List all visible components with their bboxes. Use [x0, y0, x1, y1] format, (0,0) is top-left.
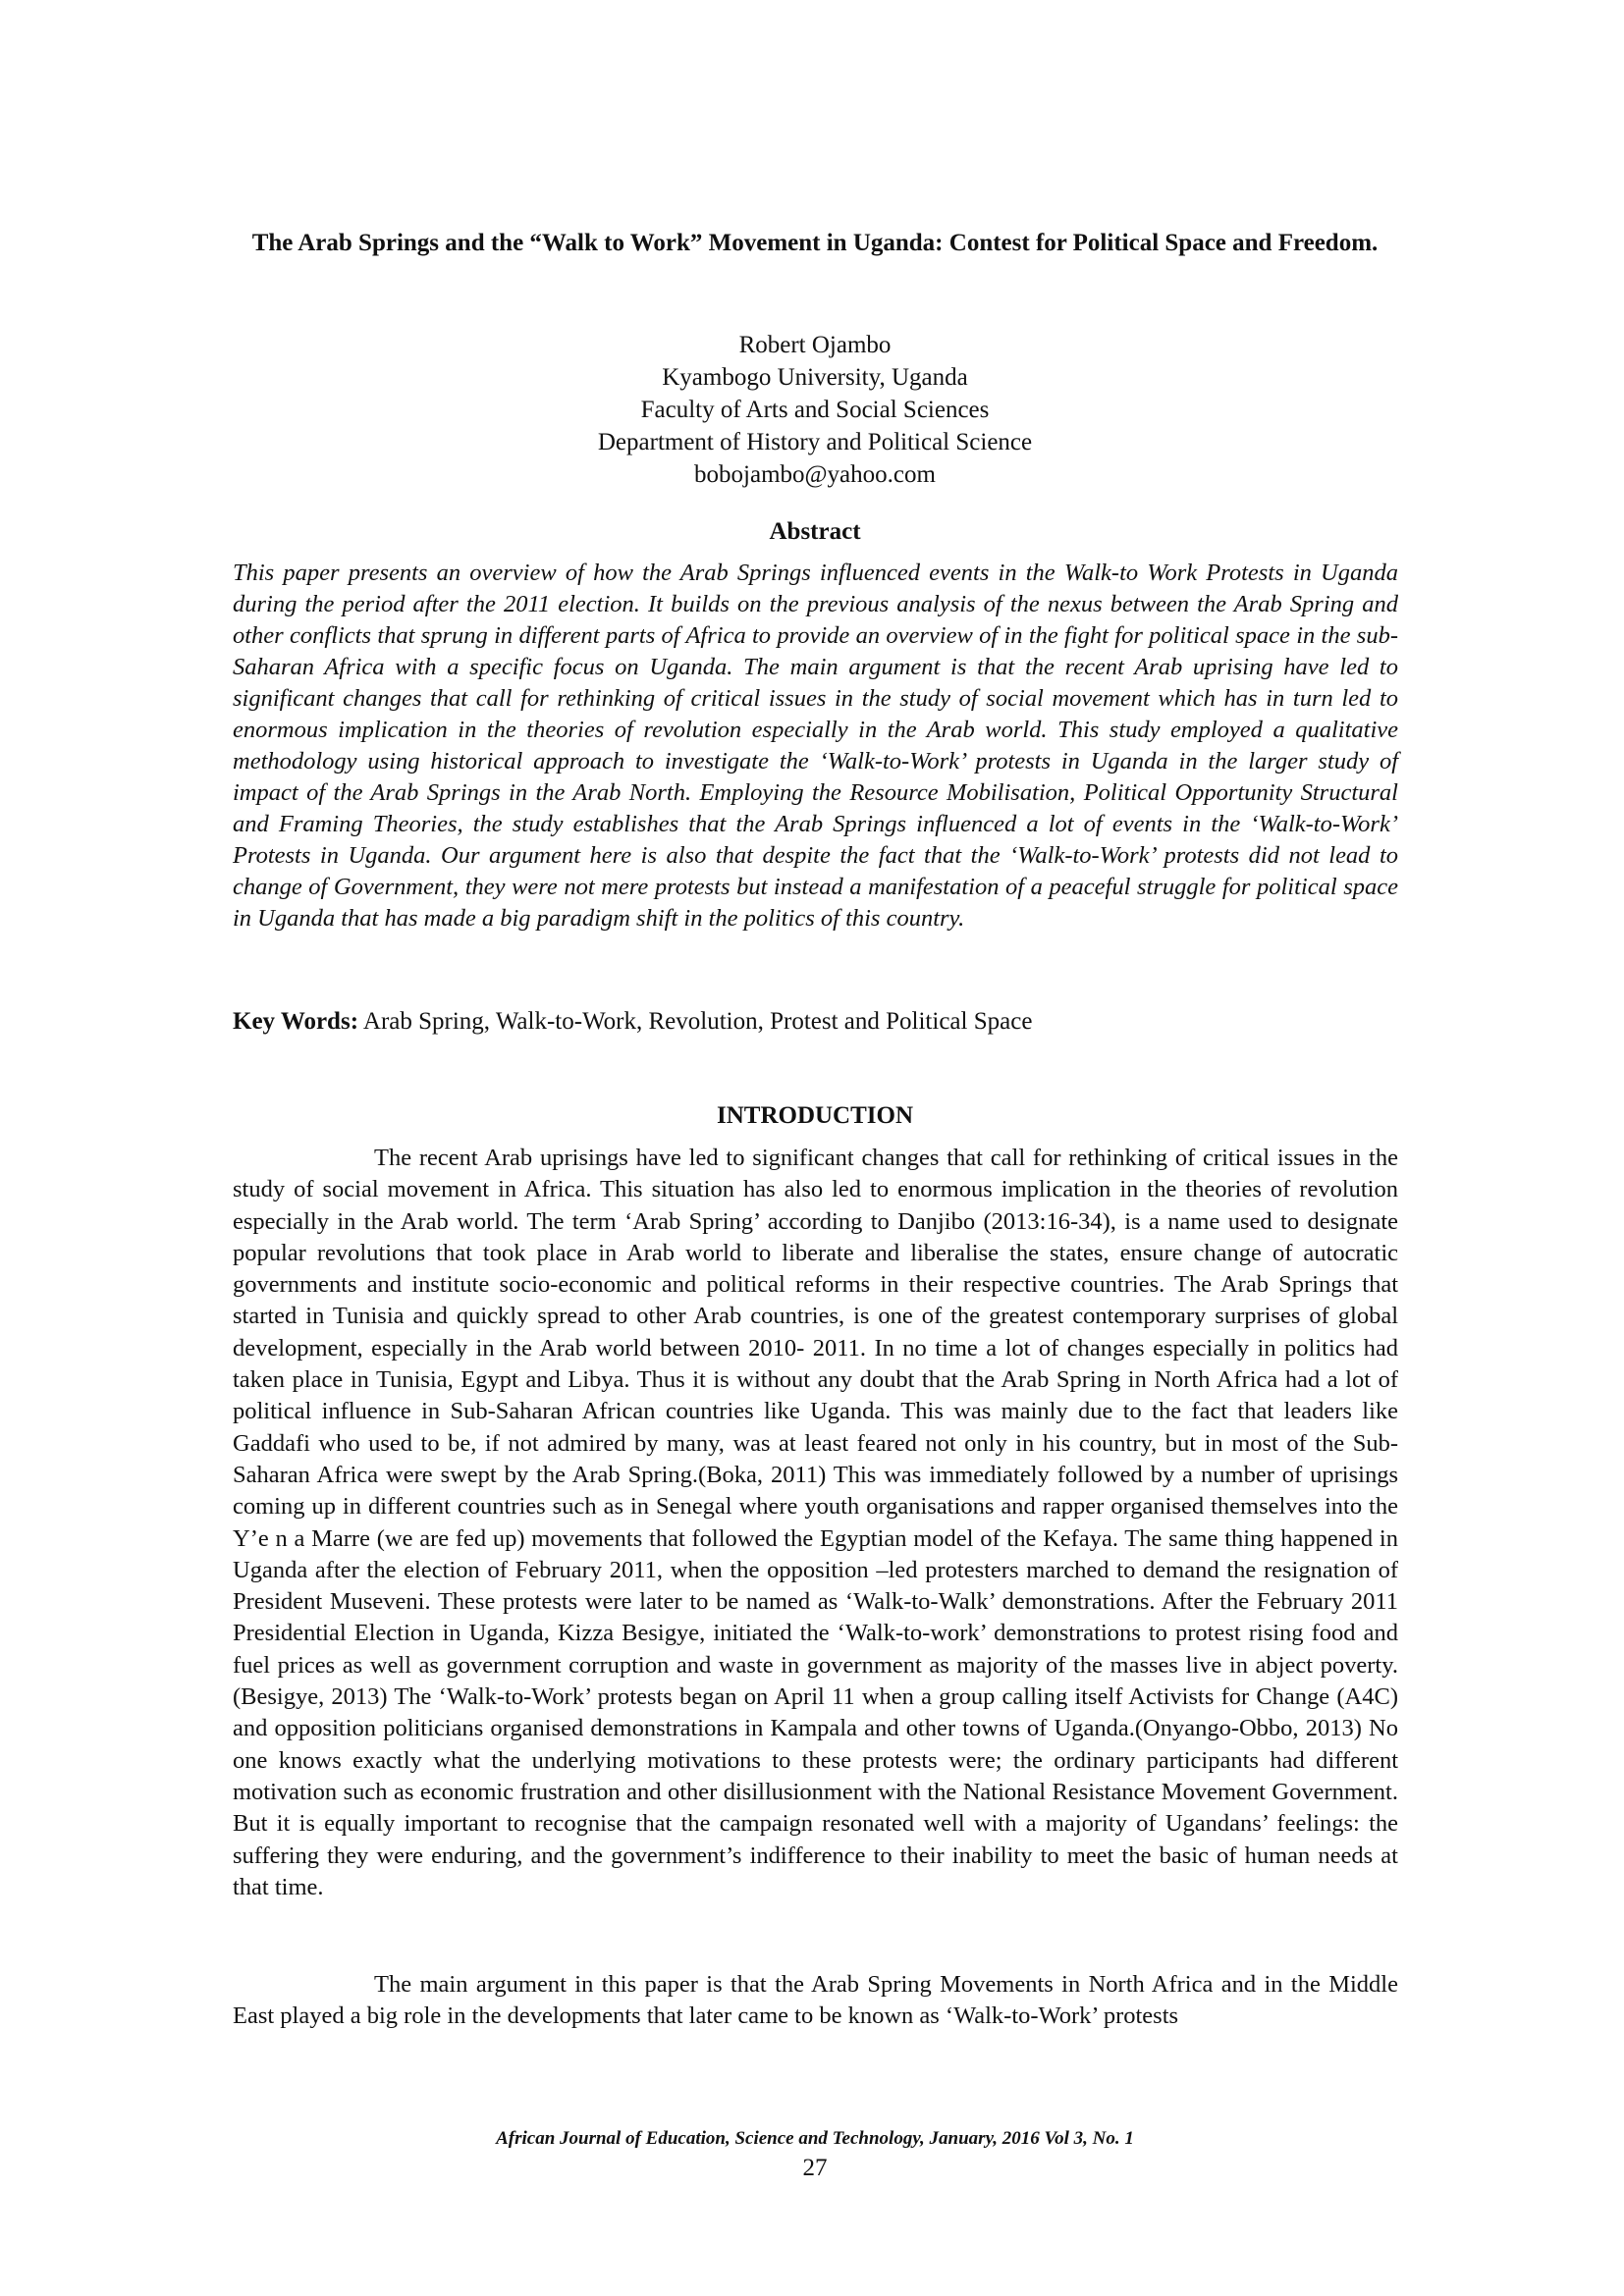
author-faculty: Faculty of Arts and Social Sciences [640, 397, 990, 423]
author-block [226, 329, 1404, 491]
introduction-heading: INTRODUCTION [716, 1102, 914, 1129]
introduction-paragraph-1: The recent Arab uprisings have led to significant changes that call for rethinking of critical issues in the study of social movement in Africa. This situation has also led to enormous implication in the theories of revolution especially in the Arab world. The term ‘Arab Spring’ according to Danjibo (2013:16-34), is a name used to designate popular revolutions that took place in Arab world to liberate and liberalise the states, ensure change of autocratic governments and institute socio-economic and political reforms in their respective countries. The Arab Springs that started in Tunisia and quickly spread to other Arab countries, is one of the greatest contemporary surprises of global development, especially in the Arab world between 2010- 2011. In no time a lot of changes especially in politics had taken place in Tunisia, Egypt and Libya. Thus it is without any doubt that the Arab Spring in North Africa had a lot of political influence in Sub-Saharan African countries like Uganda. This was mainly due to the fact that leaders like Gaddafi who used to be, if not admired by many, was at least feared not only in his country, but in most of the Sub-Saharan Africa were swept by the Arab Spring.(Boka, 2011) This was immediately followed by a number of uprisings coming up in different countries such as in Senegal where youth organisations and rapper organised themselves into the Y’e n a Marre (we are fed up) movements that followed the Egyptian model of the Kefaya. The same thing happened in Uganda after the election of February 2011, when the opposition –led protesters marched to demand the resignation of President Museveni. These protests were later to be named as ‘Walk-to-Walk’ demonstrations. After the February 2011 Presidential Election in Uganda, Kizza Besigye, initiated the ‘Walk-to-work’ demonstrations to protest rising food and fuel prices as well as government corruption and waste in government as majority of the masses live in abject poverty. (Besigye, 2013) The ‘Walk-to-Work’ protests began on April 11 when a group calling itself Activists for Change (A4C) and opposition politicians organised demonstrations in Kampala and other towns of Uganda.(Onyango-Obbo, 2013) No one knows exactly what the underlying motivations to these protests were; the ordinary participants had different motivation such as economic frustration and other disillusionment with the National Resistance Movement Government. But it is equally important to recognise that the campaign resonated well with a majority of Ugandans’ feelings: the suffering they were enduring, and the government’s indifference to their inability to meet the basic of human needs at that time. [233, 1145, 1398, 1900]
author-department: Department of History and Political Science [597, 429, 1033, 455]
keywords [233, 1006, 1398, 1038]
abstract-text: This paper presents an overview of how the Arab Springs influenced events in the Walk-to Work Protests in Uganda during the period after the 2011 election. It builds on the previous analysis of the nexus between the Arab Spring and other conflicts that sprung in different parts of Africa to provide an overview of in the fight for political space in the sub-Saharan Africa with a specific focus on Uganda. The main argument is that the recent Arab uprising have led to significant changes that call for rethinking of critical issues in the study of social movement which has in turn led to enormous implication in the theories of revolution especially in the Arab world. This study employed a qualitative methodology using historical approach to investigate the ‘Walk-to-Work’ protests in Uganda in the larger study of impact of the Arab Springs in the Arab North. Employing the Resource Mobilisation, Political Opportunity Structural and Framing Theories, the study establishes that the Arab Springs influenced a lot of events in the ‘Walk-to-Work’ Protests in Uganda. Our argument here is also that despite the fact that the ‘Walk-to-Work’ protests did not lead to change of Government, they were not mere protests but instead a manifestation of a peaceful struggle for political space in Uganda that has made a big paradigm shift in the politics of this country. [233, 560, 1398, 932]
author-name: Robert Ojambo [738, 332, 892, 358]
introduction-paragraph-2: The main argument in this paper is that the Arab Spring Movements in North Africa and in the Middle East played a big role in the developments that later came to be known as ‘Walk-to-Work’ protests [233, 1971, 1398, 2030]
abstract-heading: Abstract [769, 518, 861, 545]
page-number: 27 [802, 2155, 828, 2181]
paper-title: The Arab Springs and the “Walk to Work” Movement in Uganda: Contest for Political Space and Freedom. [251, 230, 1379, 256]
author-email: bobojambo@yahoo.com [694, 461, 936, 488]
keywords-text: Arab Spring, Walk-to-Work, Revolution, Protest and Political Space [362, 1008, 1033, 1035]
keywords-label: Key Words: [233, 1008, 359, 1035]
author-university: Kyambogo University, Uganda [662, 364, 968, 391]
footer-journal-citation: African Journal of Education, Science and Technology, January, 2016 Vol 3, No. 1 [496, 2128, 1134, 2149]
